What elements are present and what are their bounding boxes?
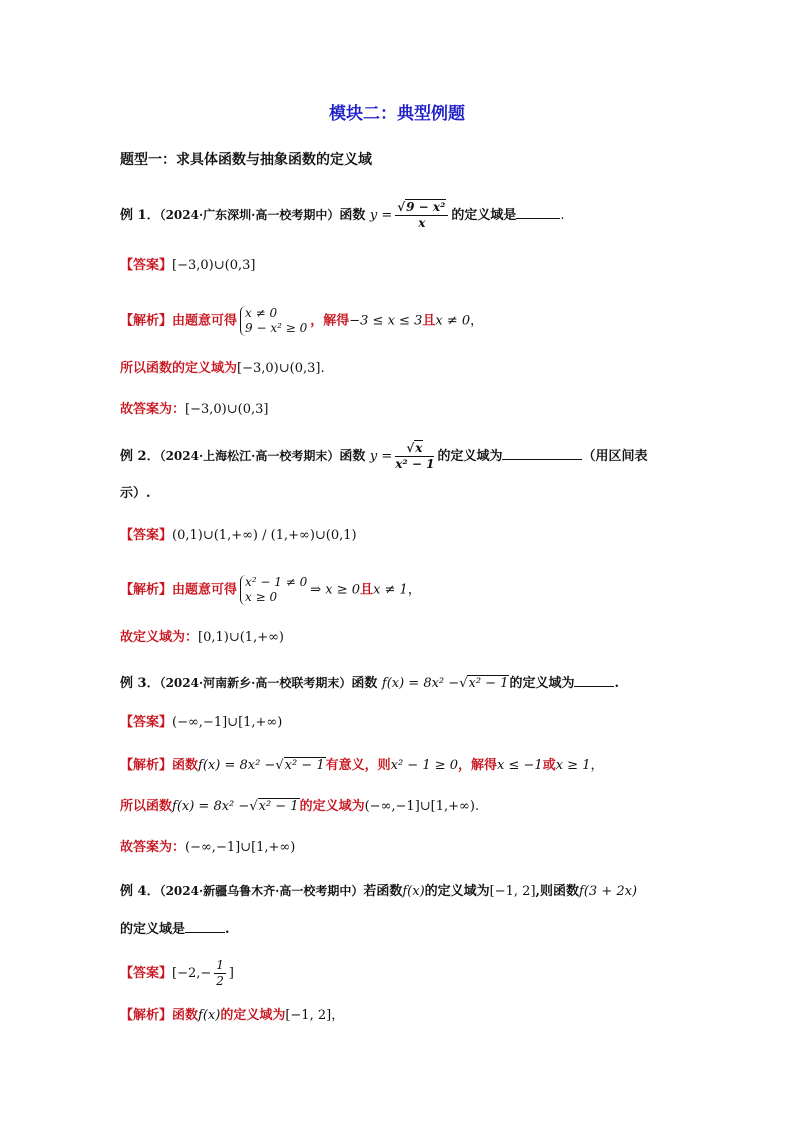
question-text: 的定义域是	[451, 208, 517, 223]
fraction-numerator: 9 − x²	[406, 200, 446, 214]
example-4-question: 例 4．（2024·新疆乌鲁木齐·高一校考期中）若函数f(x)的定义域为[−1, 2],则函数f(3 + 2x)	[120, 884, 638, 899]
example-1-analysis: 【解析】由题意可得 x ≠ 0 9 − x² ≥ 0 ，解得−3 ≤ x ≤ 3且x ≠ 0，	[120, 306, 484, 335]
question-text: 函数	[339, 208, 366, 223]
example-1-final: 故答案为：[−3,0)∪(0,3]	[120, 402, 269, 417]
answer-blank	[502, 445, 582, 460]
example-1-question: 例 1．（2024·广东深圳·高一校考期中）函数 y = $\frac{\text{√9 − x²}}{x}$ 的定义域是 .	[120, 200, 565, 230]
function-fraction: $\frac{√x}{\text{x² − 1}}$	[395, 441, 435, 471]
example-2-analysis: 【解析】由题意可得 x² − 1 ≠ 0 x ≥ 0 ⇒ x ≥ 0且x ≠ 1，	[120, 575, 421, 604]
example-label: 例 2．	[120, 449, 160, 464]
example-2-final: 故定义域为：[0,1)∪(1,+∞)	[120, 630, 284, 645]
example-3-answer: 【答案】(−∞,−1]∪[1,+∞)	[120, 715, 283, 730]
example-label: 例 1．	[120, 208, 160, 223]
example-2-question: 例 2．（2024·上海松江·高一校考期末）函数 y = $\frac{√x}{\text{x² − 1}}$ 的定义域为 （用区间表	[120, 441, 648, 471]
function-lhs: y =	[369, 208, 393, 223]
example-3-question: 例 3．（2024·河南新乡·高一校联考期末）函数 f(x) = 8x² −√x² − 1的定义域为 .	[120, 671, 619, 695]
example-3-analysis: 【解析】函数f(x) = 8x² −√x² − 1有意义，则x² − 1 ≥ 0，解得x ≤ −1或x ≥ 1，	[120, 758, 604, 773]
analysis-tag: 【解析】	[120, 313, 173, 329]
example-2-question-tail: 示）.	[120, 486, 151, 501]
example-source: （2024·上海松江·高一校考期末）	[159, 449, 340, 463]
section-heading: 题型一：求具体函数与抽象函数的定义域	[120, 152, 372, 168]
equation-system: x ≠ 0 9 − x² ≥ 0	[240, 306, 307, 336]
answer-blank	[574, 672, 614, 687]
example-2-answer: 【答案】(0,1)∪(1,+∞) / (1,+∞)∪(0,1)	[120, 528, 357, 543]
example-4-question-tail: 的定义域是 .	[120, 918, 230, 942]
answer-blank	[516, 204, 560, 219]
example-1-conclusion: 所以函数的定义域为[−3,0)∪(0,3].	[120, 361, 325, 376]
example-3-conclusion: 所以函数f(x) = 8x² −√x² − 1的定义域为(−∞,−1]∪[1,+∞).	[120, 799, 480, 814]
example-4-analysis: 【解析】函数f(x)的定义域为[−1, 2]，	[120, 1008, 345, 1023]
example-4-answer: 【答案】[−2,− $\frac{1}{2}$ ]	[120, 958, 234, 988]
answer-blank	[185, 918, 225, 933]
example-1-answer	[120, 254, 255, 278]
fraction-denominator: x	[418, 216, 426, 230]
answer-value: [−3,0)∪(0,3]	[172, 258, 256, 273]
equation-system: x² − 1 ≠ 0 x ≥ 0	[240, 575, 307, 605]
answer-tag: 【答案】	[120, 258, 173, 273]
module-title: 模块二：典型例题	[329, 104, 465, 124]
example-3-final: 故答案为：(−∞,−1]∪[1,+∞)	[120, 840, 296, 855]
example-source: （2024·广东深圳·高一校考期中）	[159, 208, 340, 222]
function-fraction: $\frac{\text{√9 − x²}}{x}$	[395, 200, 448, 231]
